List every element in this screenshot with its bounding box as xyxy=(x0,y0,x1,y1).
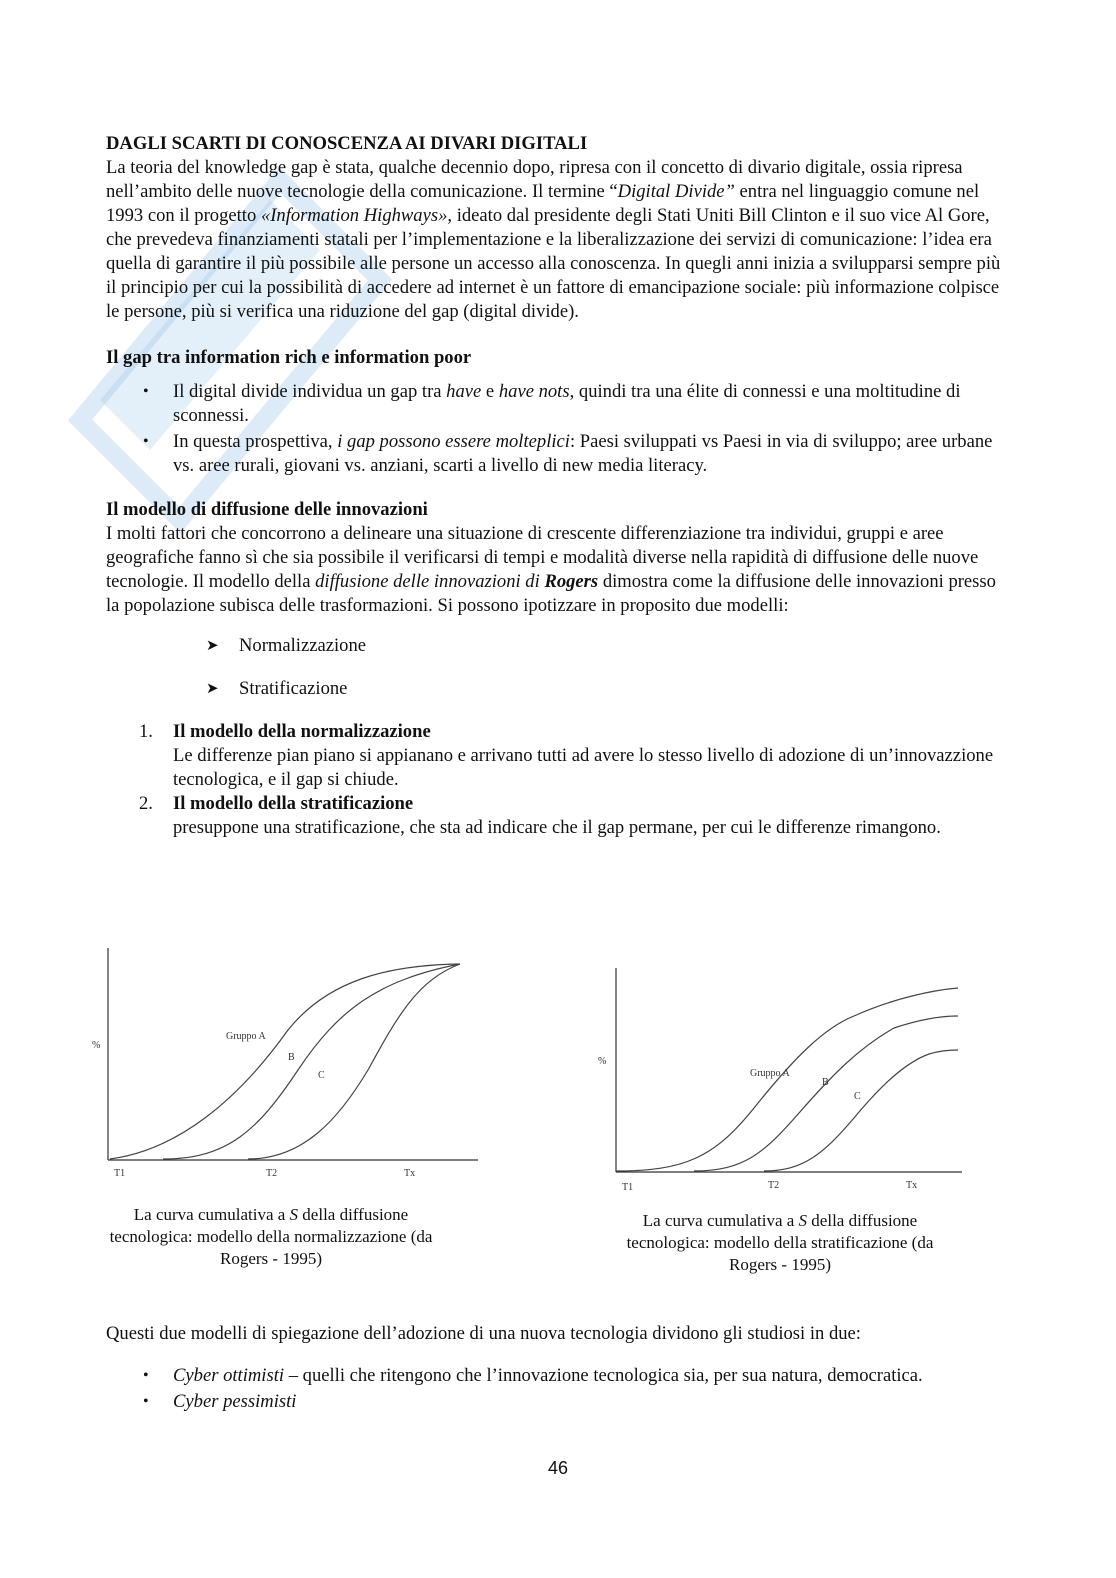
text-run-italic: Digital Divide” xyxy=(617,181,735,202)
curve-label-b: B xyxy=(822,1077,829,1088)
list-item xyxy=(206,677,1006,701)
text-run-italic: have xyxy=(446,381,482,402)
tick-label-t2: T2 xyxy=(768,1180,780,1191)
tick-label-t2: T2 xyxy=(266,1168,278,1179)
text-run-italic: diffusione delle innovazioni di xyxy=(315,571,545,592)
text-run: dimostra come la diffusione delle innovazioni presso la popolazione subisca delle trasformazioni. Si possono ipotizzare in proposito due modelli: xyxy=(106,571,996,616)
arrow-item-label: Normalizzazione xyxy=(239,635,366,656)
tick-label-tx: Tx xyxy=(404,1168,416,1179)
arrowhead-bullet-icon: ➤ xyxy=(206,681,219,697)
y-axis-label: % xyxy=(92,1040,101,1051)
text-run-italic: «Information Highways» xyxy=(260,205,448,226)
curve-label-c: C xyxy=(318,1070,325,1081)
arrowhead-bullet-icon: ➤ xyxy=(206,638,219,654)
curve-gruppo-a xyxy=(110,964,460,1159)
curve-label-c: C xyxy=(854,1091,861,1102)
text-run: In questa prospettiva, xyxy=(173,431,338,452)
text-run-italic: Cyber ottimisti xyxy=(173,1365,285,1386)
model-title: Il modello della stratificazione xyxy=(173,793,414,814)
curve-label-b: B xyxy=(288,1052,295,1063)
text-run-italic: i gap possono essere molteplici xyxy=(337,431,570,452)
text-run: della diffusione tecnologica: modello della stratificazione (da Rogers - 1995) xyxy=(626,1211,934,1274)
tick-label-tx: Tx xyxy=(906,1180,918,1191)
list-item xyxy=(206,634,1006,658)
text-run: , ideato dal presidente degli Stati Uniti Bill Clinton e il suo vice Al Gore, che prevedeva finanziamenti statali per l’implementazione e la liberalizzazione dei servizi di comunicazione: l’idea era quella di garantire il più possibile alle persone un accesso alla conoscenza. In quegli anni inizia a svilupparsi sempre più il principio per cui la possibilità di accedere ad internet è un fattore di emancipazione sociale: più informazione colpisce le persone, più si verifica una riduzione del gap (digital divide). xyxy=(106,205,1001,322)
model-title: Il modello della normalizzazione xyxy=(173,721,431,742)
tick-label-t1: T1 xyxy=(114,1168,126,1179)
text-run-bold-italic: Rogers xyxy=(544,571,599,592)
main-text xyxy=(106,132,1006,840)
text-run: entra nel linguaggio comune nel 1993 con il progetto xyxy=(106,181,980,226)
list-item xyxy=(173,380,1006,428)
paragraph-knowledge-gap xyxy=(106,156,1006,324)
text-run: , quindi tra una élite di connessi e una moltitudine di sconnessi. xyxy=(173,381,961,426)
closing-intro: Questi due modelli di spiegazione dell’adozione di una nuova tecnologia dividono gli studiosi in due: xyxy=(106,1323,861,1344)
closing-section xyxy=(106,1322,1006,1414)
text-run: La teoria del knowledge gap è stata, qualche decennio dopo, ripresa con il concetto di divario digitale, ossia ripresa nell’ambito delle nuove tecnologie della comunicazione. Il termine “ xyxy=(106,157,963,202)
list-item xyxy=(173,1390,1006,1414)
text-run: Il digital divide individua un gap tra xyxy=(173,381,447,402)
list-item xyxy=(139,792,1006,840)
stratification-s-curve-figure xyxy=(594,958,974,1198)
paragraph-diffusione xyxy=(106,522,1006,618)
list-item xyxy=(173,1364,1006,1388)
text-run-italic: have nots xyxy=(498,381,570,402)
arrow-item-label: Stratificazione xyxy=(239,678,348,699)
section-title-gap: Il gap tra information rich e information poor xyxy=(106,347,472,368)
models-numbered-list xyxy=(106,720,1006,840)
list-item xyxy=(139,720,1006,792)
models-arrow-list xyxy=(106,634,1006,701)
caption-normalization xyxy=(106,1204,436,1270)
tick-label-t1: T1 xyxy=(622,1182,634,1193)
section-title-divari: DAGLI SCARTI DI CONOSCENZA AI DIVARI DIGITALI xyxy=(106,133,588,154)
gap-bullet-list xyxy=(106,380,1006,478)
text-run: e xyxy=(481,381,499,402)
model-text: presuppone una stratificazione, che sta ad indicare che il gap permane, per cui le differenze rimangono. xyxy=(173,817,941,838)
curve-label-gruppo-a: Gruppo A xyxy=(750,1068,790,1079)
normalization-s-curve-figure xyxy=(88,940,488,1180)
y-axis-label: % xyxy=(598,1056,607,1067)
text-run-italic: S xyxy=(798,1211,808,1230)
model-text: Le differenze pian piano si appianano e arrivano tutti ad avere lo stesso livello di adozione di un’innovazzione tecnologica, e il gap si chiude. xyxy=(173,745,994,790)
page-number: 46 xyxy=(547,1458,569,1478)
curve-label-gruppo-a: Gruppo A xyxy=(226,1031,266,1042)
curve-c xyxy=(764,1050,958,1171)
text-run: della diffusione tecnologica: modello della normalizzazione (da Rogers - 1995) xyxy=(109,1205,433,1268)
text-run: – quelli che ritengono che l’innovazione tecnologica sia, per sua natura, democratica. xyxy=(284,1365,923,1386)
text-run-italic: S xyxy=(289,1205,299,1224)
section-title-diffusione: Il modello di diffusione delle innovazioni xyxy=(106,499,428,520)
text-run: : Paesi sviluppati vs Paesi in via di sviluppo; aree urbane vs. aree rurali, giovani vs. anziani, scarti a livello di new media literacy. xyxy=(173,431,993,476)
cyber-bullet-list xyxy=(106,1364,1006,1414)
curve-b xyxy=(163,964,460,1159)
curve-gruppo-a xyxy=(616,988,958,1171)
text-run: La curva cumulativa a xyxy=(642,1211,799,1230)
caption-stratification xyxy=(620,1210,940,1276)
list-number: 1. xyxy=(139,721,153,742)
curve-c xyxy=(248,964,460,1159)
text-run: La curva cumulativa a xyxy=(133,1205,290,1224)
list-number: 2. xyxy=(139,793,153,814)
list-item xyxy=(173,430,1006,478)
text-run-italic: Cyber pessimisti xyxy=(173,1391,297,1412)
text-run: I molti fattori che concorrono a delineare una situazione di crescente differenziazione tra individui, gruppi e aree geografiche fanno sì che sia possibile il verificarsi di tempi e modalità diverse nella rapidità di diffusione delle nuove tecnologie. Il modello della xyxy=(106,523,979,592)
